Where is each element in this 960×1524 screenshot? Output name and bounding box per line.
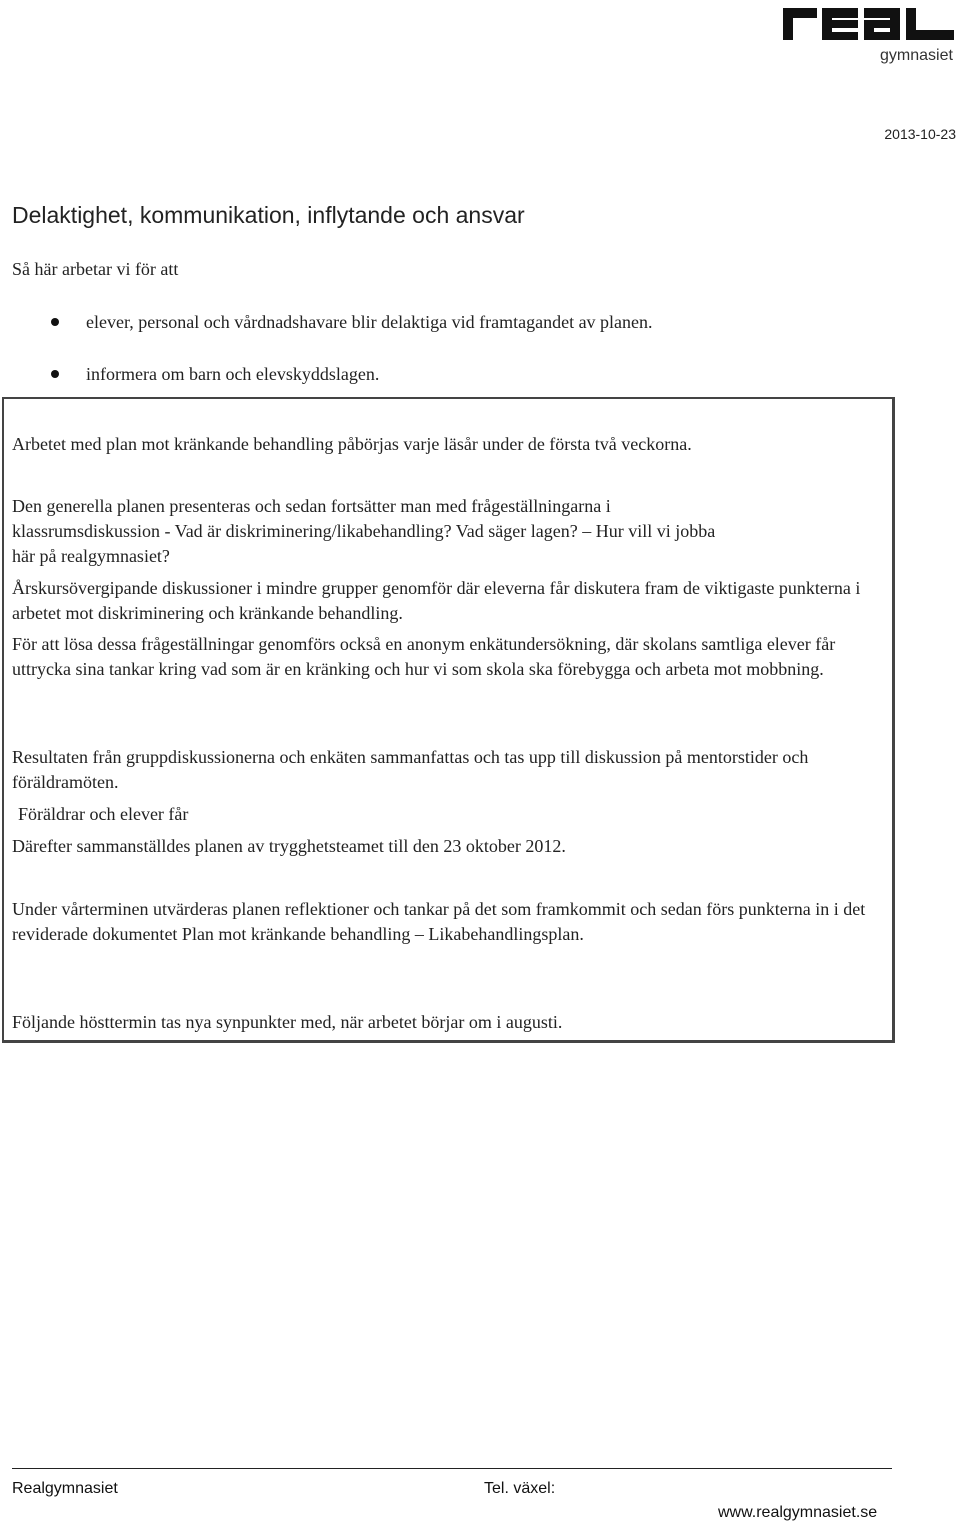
paragraph-survey: För att lösa dessa frågeställningar genomförs också en anonym enkätundersökning, där skolans samtliga elever får uttrycka sina tankar kring vad som är en kränking och hur vi som skola ska förebygga och arbeta mot mobbning.	[12, 634, 836, 679]
logo-subtitle: gymnasiet	[880, 47, 953, 64]
list-item-text: informera om barn och elevskyddslagen.	[86, 364, 380, 384]
paragraph-compiled: Därefter sammanställdes planen av trygghetsteamet till den 23 oktober 2012.	[12, 836, 566, 856]
page-title: Delaktighet, kommunikation, inflytande och ansvar	[12, 202, 525, 228]
intro-text: Så här arbetar vi för att	[12, 259, 179, 279]
list-item-text: elever, personal och vårdnadshavare blir delaktiga vid framtagandet av planen.	[86, 312, 653, 332]
footer-school-name: Realgymnasiet	[12, 1480, 118, 1497]
paragraph-autumn: Följande hösttermin tas nya synpunkter med, när arbetet börjar om i augusti.	[12, 1012, 563, 1032]
footer-phone-label: Tel. växel:	[484, 1480, 556, 1497]
bullet-icon	[51, 370, 59, 378]
paragraph-general-plan	[12, 494, 872, 569]
paragraph-evaluation: Under vårterminen utvärderas planen reflektioner och tankar på det som framkommit och sedan förs punkterna in i det reviderade dokumentet Plan mot kränkande behandling – Likabehandlingsplan.	[12, 899, 866, 944]
logo-wordmark-icon	[780, 2, 958, 66]
bullet-icon	[51, 318, 59, 326]
paragraph-line: här på realgymnasiet?	[12, 546, 170, 566]
paragraph-line: Den generella planen presenteras och sedan fortsätter man med frågeställningarna i	[12, 496, 611, 516]
school-logo	[780, 2, 958, 66]
footer-divider	[12, 1468, 892, 1469]
paragraph-results: Resultaten från gruppdiskussionerna och enkäten sammanfattas och tas upp till diskussion på mentorstider och föräldramöten.	[12, 747, 809, 792]
footer-website-link[interactable]: www.realgymnasiet.se	[718, 1504, 878, 1521]
paragraph-line: klassrumsdiskussion - Vad är diskriminering/likabehandling? Vad säger lagen? – Hur vill vi jobba	[12, 521, 716, 541]
paragraph-group-discussions: Årskursövergipande diskussioner i mindre grupper genomför där eleverna får diskutera fram de viktigaste punkterna i arbetet mot diskriminering och kränkande behandling.	[12, 578, 861, 623]
document-date: 2013-10-23	[884, 126, 956, 142]
paragraph-start: Arbetet med plan mot kränkande behandling påbörjas varje läsår under de första två veckorna.	[12, 434, 692, 454]
paragraph-parents-students: Föräldrar och elever får	[18, 804, 189, 824]
